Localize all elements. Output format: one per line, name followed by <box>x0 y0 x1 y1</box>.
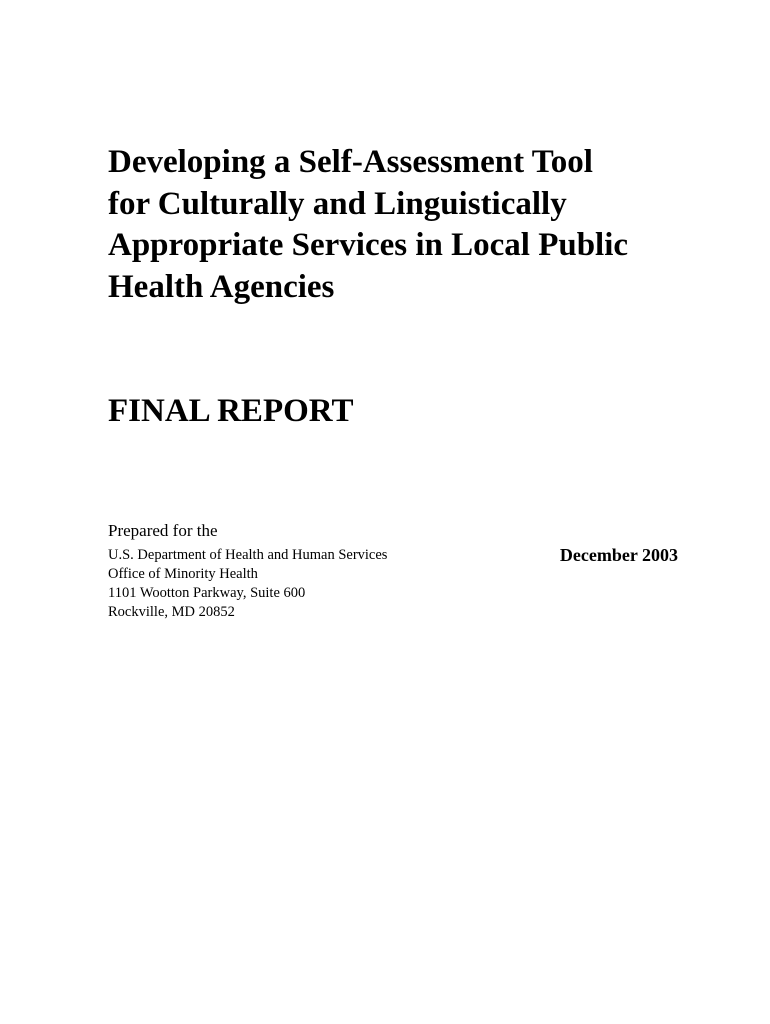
title-line: for Culturally and Linguistically <box>108 185 567 222</box>
title-line: Developing a Self-Assessment Tool <box>108 144 593 180</box>
report-date: December 2003 <box>559 545 678 565</box>
title-line: Health Agencies <box>108 268 335 305</box>
address-line: U.S. Department of Health and Human Services <box>108 547 388 563</box>
title-line: Appropriate Services in Local Public <box>108 227 629 263</box>
address-line: 1101 Wootton Parkway, Suite 600 <box>108 585 306 601</box>
recipient-address <box>108 546 387 622</box>
address-line: Rockville, MD 20852 <box>108 604 235 620</box>
report-type-heading: FINAL REPORT <box>108 393 354 429</box>
report-title <box>108 142 708 308</box>
prepared-for-label: Prepared for the <box>108 521 218 540</box>
address-line: Office of Minority Health <box>108 566 258 582</box>
